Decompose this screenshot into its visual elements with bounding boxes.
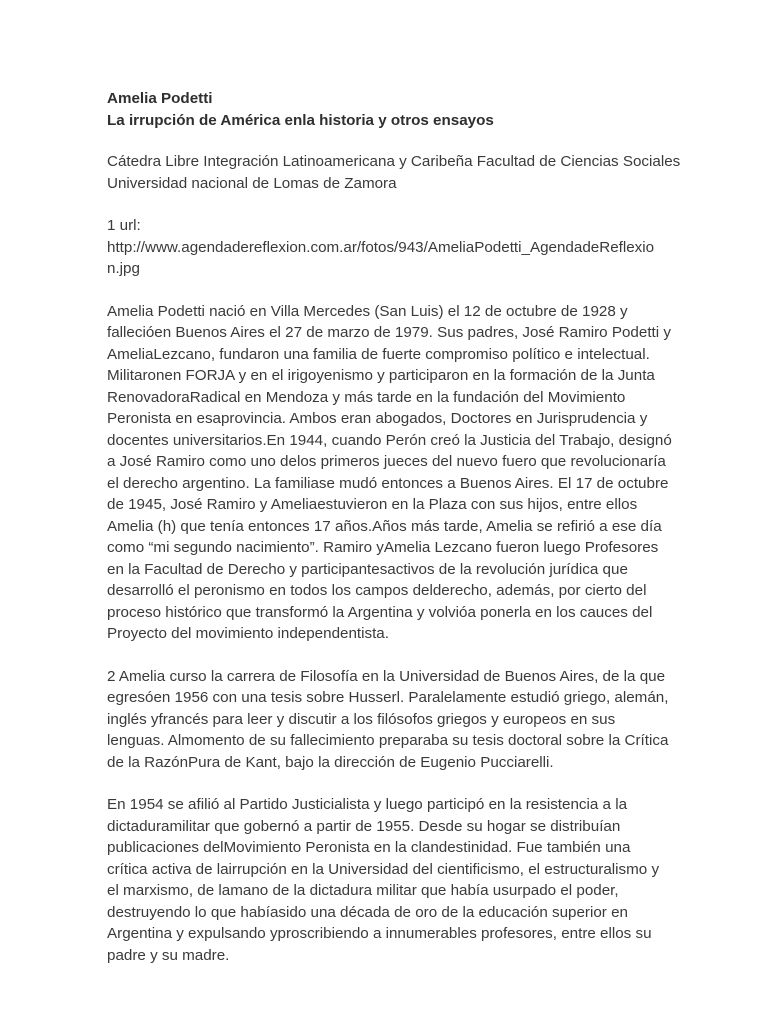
author-name: Amelia Podetti [107,90,213,107]
paragraph-line: AmeliaLezcano, fundaron una familia de fuerte compromiso político e intelectual. [107,345,650,363]
paragraph-line: de la RazónPura de Kant, bajo la dirección de Eugenio Pucciarelli. [107,753,554,771]
title-block [107,88,667,131]
paragraph-line: en la Facultad de Derecho y participantesactivos de la revolución jurídica que [107,560,628,578]
document-title: La irrupción de América enla historia y otros ensayos [107,111,494,129]
paragraph-line: el derecho argentino. La familiase mudó entonces a Buenos Aires. El 17 de octubre [107,474,669,492]
paragraph-line: como “mi segundo nacimiento”. Ramiro yAmelia Lezcano fueron luego Profesores [107,539,659,556]
url-line: n.jpg [107,260,140,277]
paragraph-line: Argentina y expulsando yproscribiendo a innumerables profesores, entre ellos su [107,925,652,942]
biography-paragraph-3 [107,794,667,966]
paragraph-line: egresóen 1956 con una tesis sobre Husserl. Paralelamente estudió griego, alemán, [107,689,669,706]
paragraph-line: de 1945, José Ramiro y Ameliaestuvieron en la Plaza con sus hijos, entre ellos [107,496,638,513]
paragraph-line: padre y su madre. [107,946,230,964]
paragraph-line: fallecióen Buenos Aires el 27 de marzo de 1979. Sus padres, José Ramiro Podetti y [107,324,671,341]
paragraph-line: docentes universitarios.En 1944, cuando Perón creó la Justicia del Trabajo, designó [107,431,672,449]
paragraph-line: Amelia Podetti nació en Villa Mercedes (San Luis) el 12 de octubre de 1928 y [107,302,628,320]
url-line: http://www.agendadereflexion.com.ar/fotos/943/AmeliaPodetti_AgendadeReflexio [107,238,655,256]
paragraph-line: crítica activa de lairrupción en la Universidad del cientificismo, el estructuralismo y [107,860,660,878]
paragraph-line: 2 Amelia curso la carrera de Filosofía en la Universidad de Buenos Aires, de la que [107,667,666,685]
paragraph-line: proceso histórico que transformó la Argentina y volvióa ponerla en los cauces del [107,603,653,621]
paragraph-line: lenguas. Almomento de su fallecimiento preparaba su tesis doctoral sobre la Crítica [107,732,669,749]
paragraph-line: Peronista en esaprovincia. Ambos eran abogados, Doctores en Jurisprudencia y [107,410,648,427]
paragraph-line: el marxismo, de lamano de la dictadura militar que había usurpado el poder, [107,882,619,899]
paragraph-line: Proyecto del movimiento independentista. [107,625,389,642]
paragraph-line: destruyendo lo que habíasido una década de oro de la educación superior en [107,903,628,921]
paragraph-line: publicaciones delMovimiento Peronista en la clandestinidad. Fue también una [107,839,631,856]
url-label: 1 url: [107,217,141,234]
institution-line: Universidad nacional de Lomas de Zamora [107,174,397,192]
institution-line: Cátedra Libre Integración Latinoamericana y Caribeña Facultad de Ciencias Sociales [107,153,681,170]
document-page [107,88,681,987]
biography-paragraph-2 [107,666,667,774]
paragraph-line: dictaduramilitar que gobernó a partir de 1955. Desde su hogar se distribuían [107,817,621,835]
paragraph-line: inglés yfrancés para leer y discutir a los filósofos griegos y europeos en sus [107,710,616,728]
institution-paragraph [107,151,681,194]
paragraph-line: desarrolló el peronismo en todos los campos delderecho, además, por cierto del [107,582,647,599]
url-paragraph [107,215,667,280]
paragraph-line: Amelia (h) que tenía entonces 17 años.Años más tarde, Amelia se refirió a ese día [107,517,662,535]
biography-paragraph-1 [107,301,672,645]
paragraph-line: En 1954 se afilió al Partido Justicialista y luego participó en la resistencia a la [107,796,628,813]
paragraph-line: Militaronen FORJA y en el irigoyenismo y participaron en la formación de la Junta [107,367,655,384]
paragraph-line: RenovadoraRadical en Mendoza y más tarde en la fundación del Movimiento [107,388,626,406]
paragraph-line: a José Ramiro como uno delos primeros jueces del nuevo fuero que revolucionaría [107,453,666,470]
